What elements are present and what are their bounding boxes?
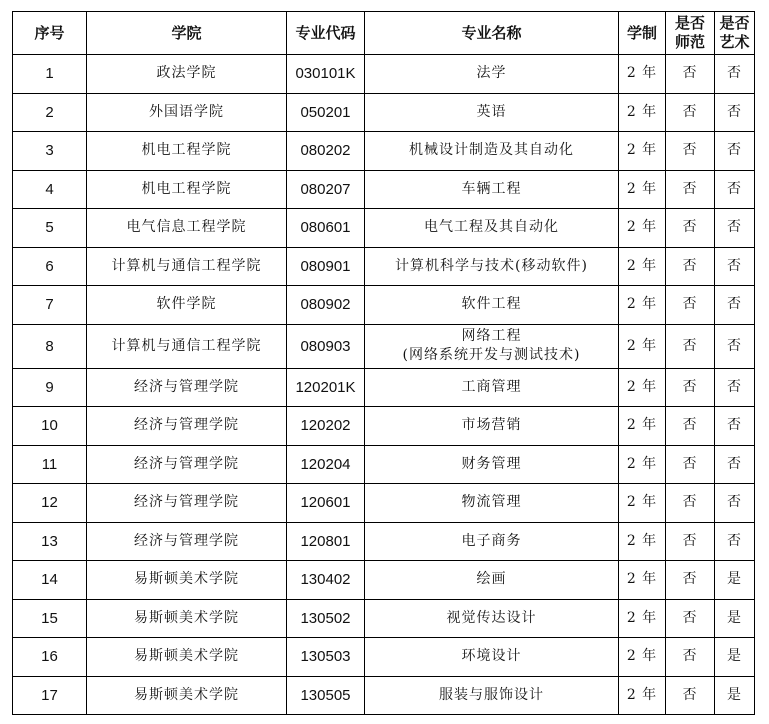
cell-is-art: 否 [715,324,755,368]
table-row [13,368,755,407]
cell-college: 机电工程学院 [87,170,287,209]
cell-is-art: 是 [715,638,755,677]
cell-duration: 2 年 [619,368,666,407]
header-is-art [715,12,755,55]
cell-code: 120601 [287,484,365,523]
cell-major: 物流管理 [365,484,619,523]
cell-major: 车辆工程 [365,170,619,209]
cell-duration: 2 年 [619,676,666,715]
cell-major: 英语 [365,93,619,132]
cell-major: 视觉传达设计 [365,599,619,638]
cell-duration: 2 年 [619,209,666,248]
cell-is-normal: 否 [666,676,715,715]
cell-is-normal: 否 [666,93,715,132]
cell-is-art: 否 [715,209,755,248]
cell-index: 11 [13,445,87,484]
cell-major-line1: 网络工程 [461,328,522,344]
cell-index: 17 [13,676,87,715]
cell-is-normal: 否 [666,638,715,677]
cell-is-normal: 否 [666,170,715,209]
header-college: 学院 [87,12,287,55]
cell-college: 易斯顿美术学院 [87,561,287,600]
cell-major: 电气工程及其自动化 [365,209,619,248]
cell-duration: 2 年 [619,324,666,368]
table-row [13,484,755,523]
table-row [13,132,755,171]
cell-index: 12 [13,484,87,523]
cell-major: 计算机科学与技术(移动软件) [365,247,619,286]
cell-college: 政法学院 [87,55,287,94]
cell-college: 外国语学院 [87,93,287,132]
table-row [13,445,755,484]
cell-is-art: 是 [715,676,755,715]
cell-major: 软件工程 [365,286,619,325]
header-is-normal [666,12,715,55]
cell-is-normal: 否 [666,55,715,94]
cell-major: 工商管理 [365,368,619,407]
cell-code: 130505 [287,676,365,715]
cell-index: 13 [13,522,87,561]
cell-index: 5 [13,209,87,248]
table-row [13,599,755,638]
cell-is-normal: 否 [666,522,715,561]
cell-code: 130502 [287,599,365,638]
cell-duration: 2 年 [619,170,666,209]
cell-is-normal: 否 [666,132,715,171]
table-row [13,407,755,446]
cell-code: 120201K [287,368,365,407]
cell-is-normal: 否 [666,286,715,325]
cell-code: 130503 [287,638,365,677]
cell-is-art: 否 [715,368,755,407]
cell-code: 120801 [287,522,365,561]
cell-is-normal: 否 [666,561,715,600]
table-header-row [13,12,755,55]
cell-major: 电子商务 [365,522,619,561]
cell-code: 080202 [287,132,365,171]
cell-major-line2: (网络系统开发与测试技术) [402,347,581,363]
cell-is-normal: 否 [666,324,715,368]
cell-index: 10 [13,407,87,446]
cell-code: 120202 [287,407,365,446]
cell-duration: 2 年 [619,522,666,561]
cell-college: 机电工程学院 [87,132,287,171]
cell-code: 080903 [287,324,365,368]
cell-index: 9 [13,368,87,407]
cell-duration: 2 年 [619,407,666,446]
cell-code: 030101K [287,55,365,94]
cell-is-art: 否 [715,55,755,94]
cell-index: 16 [13,638,87,677]
cell-is-art: 否 [715,484,755,523]
header-code: 专业代码 [287,12,365,55]
table-row [13,561,755,600]
cell-is-normal: 否 [666,368,715,407]
cell-duration: 2 年 [619,638,666,677]
cell-duration: 2 年 [619,286,666,325]
cell-is-normal: 否 [666,209,715,248]
table-row [13,247,755,286]
table-row [13,209,755,248]
header-is-normal-line1: 是否 [674,14,705,32]
cell-college: 计算机与通信工程学院 [87,324,287,368]
cell-college: 易斯顿美术学院 [87,599,287,638]
table-row [13,170,755,209]
cell-is-normal: 否 [666,247,715,286]
cell-college: 易斯顿美术学院 [87,676,287,715]
cell-is-normal: 否 [666,599,715,638]
cell-is-art: 否 [715,286,755,325]
cell-major: 绘画 [365,561,619,600]
cell-major: 服装与服饰设计 [365,676,619,715]
cell-is-art: 否 [715,170,755,209]
cell-major [365,324,619,368]
table-row [13,93,755,132]
cell-code: 130402 [287,561,365,600]
cell-index: 15 [13,599,87,638]
cell-duration: 2 年 [619,599,666,638]
table-row [13,676,755,715]
table-row [13,324,755,368]
cell-major: 市场营销 [365,407,619,446]
cell-index: 14 [13,561,87,600]
cell-is-art: 是 [715,599,755,638]
cell-code: 120204 [287,445,365,484]
cell-code: 080902 [287,286,365,325]
cell-college: 经济与管理学院 [87,368,287,407]
cell-is-art: 是 [715,561,755,600]
cell-is-normal: 否 [666,484,715,523]
cell-duration: 2 年 [619,484,666,523]
cell-code: 080901 [287,247,365,286]
cell-duration: 2 年 [619,55,666,94]
majors-table-container [12,11,755,715]
cell-major: 机械设计制造及其自动化 [365,132,619,171]
cell-index: 2 [13,93,87,132]
cell-code: 080601 [287,209,365,248]
cell-is-normal: 否 [666,445,715,484]
cell-college: 软件学院 [87,286,287,325]
cell-code: 080207 [287,170,365,209]
cell-college: 电气信息工程学院 [87,209,287,248]
cell-major: 环境设计 [365,638,619,677]
cell-major: 财务管理 [365,445,619,484]
cell-college: 经济与管理学院 [87,445,287,484]
cell-college: 经济与管理学院 [87,484,287,523]
cell-is-art: 否 [715,445,755,484]
cell-major: 法学 [365,55,619,94]
cell-college: 经济与管理学院 [87,522,287,561]
cell-is-normal: 否 [666,407,715,446]
cell-is-art: 否 [715,407,755,446]
cell-duration: 2 年 [619,247,666,286]
cell-duration: 2 年 [619,93,666,132]
majors-table [12,11,755,715]
table-row [13,638,755,677]
table-row [13,55,755,94]
table-row [13,522,755,561]
header-index: 序号 [13,12,87,55]
cell-duration: 2 年 [619,445,666,484]
cell-is-art: 否 [715,93,755,132]
cell-duration: 2 年 [619,132,666,171]
cell-index: 6 [13,247,87,286]
cell-duration: 2 年 [619,561,666,600]
cell-index: 7 [13,286,87,325]
header-is-art-line1: 是否 [719,14,750,32]
cell-is-art: 否 [715,522,755,561]
cell-college: 经济与管理学院 [87,407,287,446]
cell-college: 计算机与通信工程学院 [87,247,287,286]
table-row [13,286,755,325]
header-duration: 学制 [619,12,666,55]
cell-college: 易斯顿美术学院 [87,638,287,677]
cell-index: 4 [13,170,87,209]
cell-code: 050201 [287,93,365,132]
header-is-normal-line2: 师范 [674,33,705,51]
cell-index: 1 [13,55,87,94]
cell-index: 8 [13,324,87,368]
header-major: 专业名称 [365,12,619,55]
cell-index: 3 [13,132,87,171]
cell-is-art: 否 [715,132,755,171]
header-is-art-line2: 艺术 [719,33,750,51]
cell-is-art: 否 [715,247,755,286]
